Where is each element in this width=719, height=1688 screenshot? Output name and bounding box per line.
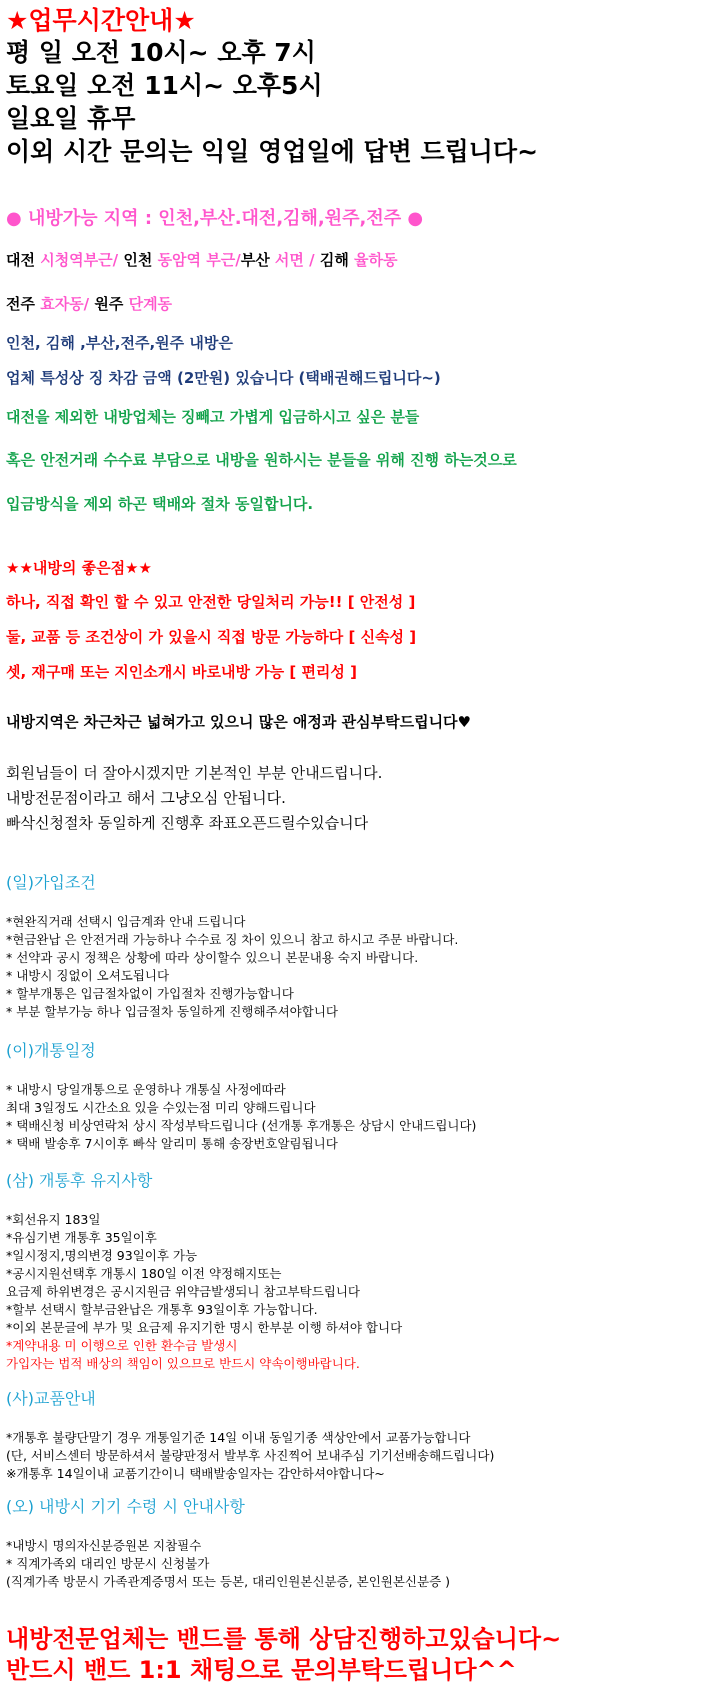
- section-3-item: *공시지원선택후 개통시 180일 이전 약정해지또는: [6, 1266, 282, 1281]
- benefit-item-1: 하나, 직접 확인 할 수 있고 안전한 당일처리 가능!! [ 안전성 ]: [6, 593, 416, 611]
- visit-fee-line-2: 업체 특성상 징 차감 금액 (2만원) 있습니다 (택배권해드립니다~): [6, 369, 441, 387]
- hours-title: ★업무시간안내★: [6, 6, 196, 35]
- intro-line-3: 빠삭신청절차 동일하게 진행후 좌표오픈드릴수있습니다: [6, 814, 369, 832]
- visit-green-line-1: 대전을 제외한 내방업체는 징빼고 가볍게 입금하시고 싶은 분들: [6, 408, 420, 426]
- location-city: 인천: [123, 251, 158, 269]
- location-city: 원주: [94, 295, 129, 313]
- intro-line-1: 회원님들이 더 잘아시겠지만 기본적인 부분 안내드립니다.: [6, 764, 383, 782]
- section-2-item: 최대 3일정도 시간소요 있을 수있는점 미리 양해드립니다: [6, 1100, 316, 1115]
- location-place: 단계동: [128, 295, 173, 313]
- location-city: 김해: [319, 251, 355, 269]
- section-1-item: * 부분 할부가능 하나 입금절차 동일하게 진행해주셔야합니다: [6, 1004, 338, 1019]
- intro-line-2: 내방전문점이라고 해서 그냥오심 안됩니다.: [6, 789, 286, 807]
- section-3-item: *회선유지 183일: [6, 1212, 101, 1227]
- section-3-item: *할부 선택시 할부금완납은 개통후 93일이후 가능합니다.: [6, 1302, 318, 1317]
- section-5-item: * 직계가족외 대리인 방문시 신청불가: [6, 1556, 210, 1571]
- section-4-title: (사)교품안내: [6, 1389, 96, 1408]
- section-3-item: *일시정지,명의변경 93일이후 가능: [6, 1248, 198, 1263]
- benefits-title: ★★내방의 좋은점★★: [6, 559, 152, 577]
- section-5-item: (직계가족 방문시 가족관계증명서 또는 등본, 대리인원본신분증, 본인원본신분증 ): [6, 1574, 450, 1589]
- section-2-item: * 택배신청 비상연락처 상시 작성부탁드립니다 (선개통 후개통은 상담시 안내드립니다): [6, 1118, 477, 1133]
- benefits-closing: 내방지역은 차근차근 넓혀가고 있으니 많은 애정과 관심부탁드립니다♥: [6, 713, 471, 731]
- section-2-title: (이)개통일정: [6, 1041, 96, 1060]
- location-city: 대전: [6, 251, 41, 269]
- hours-sunday: 일요일 휴무: [6, 104, 136, 133]
- section-2-item: * 택배 발송후 7시이후 빠삭 알리미 통해 송장번호알림됩니다: [6, 1136, 338, 1151]
- hours-weekday: 평 일 오전 10시~ 오후 7시: [6, 38, 316, 67]
- section-4-item: (단, 서비스센터 방문하셔서 불량판정서 발부후 사진찍어 보내주심 기기선배송해드립니다): [6, 1448, 495, 1463]
- section-3-title: (삼) 개통후 유지사항: [6, 1171, 153, 1190]
- section-3-warning-2: 가입자는 법적 배상의 책임이 있으므로 반드시 약속이행바랍니다.: [6, 1356, 360, 1371]
- section-3-warning-1: *계약내용 미 이행으로 인한 환수금 발생시: [6, 1338, 238, 1353]
- section-3-item: *이외 본문글에 부가 및 요금제 유지기한 명시 한부분 이행 하셔야 합니다: [6, 1320, 403, 1335]
- visit-green-line-3: 입금방식을 제외 하곤 택배와 절차 동일합니다.: [6, 495, 314, 513]
- section-1-item: * 내방시 징없이 오셔도됩니다: [6, 968, 170, 983]
- section-5-item: *내방시 명의자신분증원본 지참필수: [6, 1538, 202, 1553]
- section-5-title: (오) 내방시 기기 수령 시 안내사항: [6, 1497, 245, 1516]
- location-place: 시청역부근/: [40, 251, 124, 269]
- section-1-item: *현금완납 은 안전거래 가능하나 수수료 징 차이 있으니 참고 하시고 주문 바랍니다.: [6, 932, 459, 947]
- location-place: 동암역 부근/: [157, 251, 241, 269]
- section-4-item: ※개통후 14일이내 교품기간이니 택배발송일자는 감안하셔야합니다~: [6, 1466, 385, 1481]
- benefit-item-3: 셋, 재구매 또는 지인소개시 바로내방 가능 [ 편리성 ]: [6, 663, 357, 681]
- location-city: 전주: [6, 295, 41, 313]
- section-3-item: *유심기변 개통후 35일이후: [6, 1230, 157, 1245]
- section-2-item: * 내방시 당일개통으로 운영하나 개통실 사정에따라: [6, 1082, 286, 1097]
- visit-fee-line-1: 인천, 김해 ,부산,전주,원주 내방은: [6, 334, 233, 352]
- section-1-title: (일)가입조건: [6, 873, 96, 892]
- footer-line-2: 반드시 밴드 1:1 채팅으로 문의부탁드립니다^^: [6, 1656, 517, 1684]
- section-1-item: * 선약과 공시 정책은 상황에 따라 상이할수 있으니 본문내용 숙지 바랍니다.: [6, 950, 419, 965]
- visit-green-line-2: 혹은 안전거래 수수료 부담으로 내방을 원하시는 분들을 위해 진행 하는것으로: [6, 451, 517, 469]
- visit-region-value: : 인천,부산.대전,김해,원주,전주 ●: [138, 208, 424, 229]
- footer-line-1: 내방전문업체는 밴드를 통해 상담진행하고있습니다~: [6, 1625, 562, 1653]
- section-3-item: 요금제 하위변경은 공시지원금 위약금발생되니 참고부탁드립니다: [6, 1284, 360, 1299]
- benefit-item-2: 둘, 교품 등 조건상이 가 있을시 직접 방문 가능하다 [ 신속성 ]: [6, 628, 417, 646]
- hours-other-note: 이외 시간 문의는 익일 영업일에 답변 드립니다~: [6, 137, 539, 166]
- visit-region-label: ● 내방가능 지역: [6, 208, 139, 229]
- hours-saturday: 토요일 오전 11시~ 오후5시: [6, 71, 323, 100]
- visit-locations-row-2: [6, 294, 172, 314]
- section-1-item: * 할부개통은 입금절차없이 가입절차 진행가능합니다: [6, 986, 294, 1001]
- location-city: 부산: [240, 251, 275, 269]
- visit-locations-row-1: [6, 250, 398, 270]
- section-1-item: *현완직거래 선택시 입금계좌 안내 드립니다: [6, 914, 246, 929]
- visit-region-line: [6, 207, 423, 231]
- section-4-item: *개통후 불량단말기 경우 개통일기준 14일 이내 동일기종 색상안에서 교품가능합니다: [6, 1430, 471, 1445]
- location-place: 율하동: [354, 251, 398, 269]
- location-place: 서면 /: [274, 251, 320, 269]
- location-place: 효자동/: [40, 295, 95, 313]
